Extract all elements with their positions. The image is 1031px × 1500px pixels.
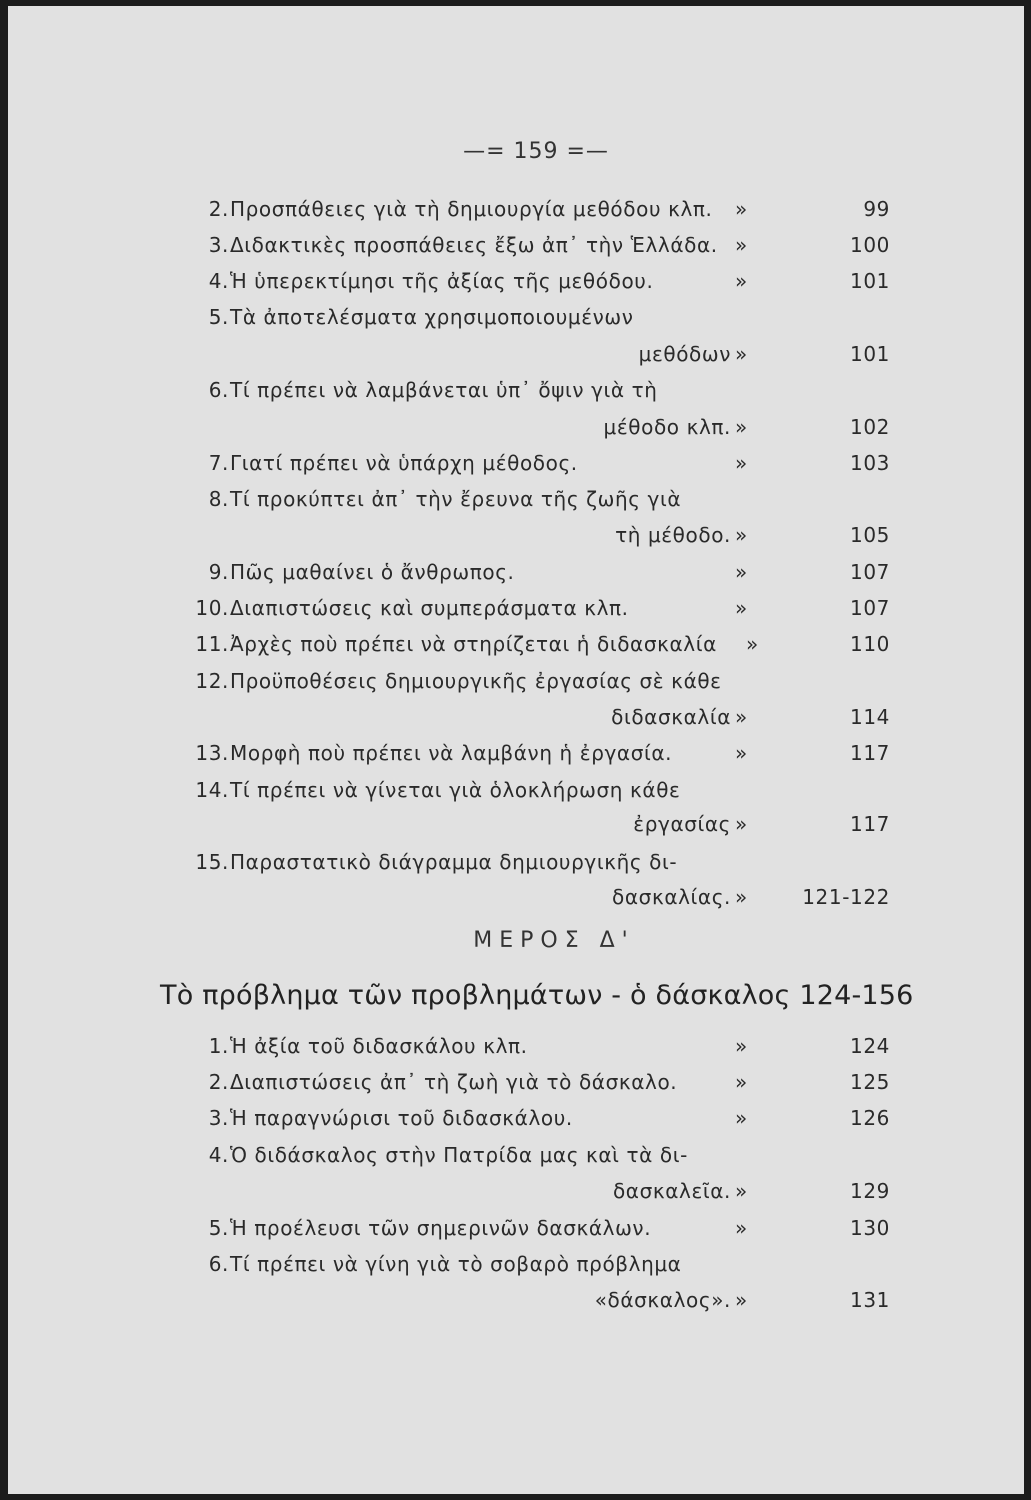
page-pointer: » xyxy=(746,632,759,656)
page-pointer: » xyxy=(735,1179,748,1203)
entry-number: 5. xyxy=(208,1216,229,1240)
book-page xyxy=(8,6,1024,1494)
toc-entry xyxy=(8,1211,1024,1245)
toc-entry-continuation xyxy=(8,1283,1024,1317)
entry-number: 3. xyxy=(208,1106,229,1130)
toc-entry xyxy=(8,845,1024,879)
entry-number: 14. xyxy=(195,778,229,802)
entry-page: 117 xyxy=(850,812,890,836)
entry-number: 13. xyxy=(195,741,229,765)
toc-entry-continuation xyxy=(8,880,1024,914)
entry-number: 2. xyxy=(208,1070,229,1094)
toc-entry-continuation xyxy=(8,700,1024,734)
toc-entry xyxy=(8,1065,1024,1099)
entry-number: 4. xyxy=(208,1143,229,1167)
entry-title: Τί πρέπει νὰ γίνη γιὰ τὸ σοβαρὸ πρόβλημα xyxy=(230,1252,682,1276)
toc-entry-continuation xyxy=(8,1174,1024,1208)
entry-number: 7. xyxy=(208,451,229,475)
page-pointer: » xyxy=(735,1216,748,1240)
page-pointer: » xyxy=(735,233,748,257)
page-pointer: » xyxy=(735,885,748,909)
entry-title: Ἡ ἀξία τοῦ διδασκάλου κλπ. xyxy=(230,1034,528,1058)
entry-number: 15. xyxy=(195,850,229,874)
toc-entry xyxy=(8,1247,1024,1281)
entry-title: Διδακτικὲς προσπάθειες ἔξω ἀπ᾽ τὴν Ἑλλάδα. xyxy=(230,233,718,257)
entry-page: 103 xyxy=(850,451,890,475)
page-pointer: » xyxy=(735,451,748,475)
page-pointer: » xyxy=(735,560,748,584)
page-pointer: » xyxy=(735,1034,748,1058)
toc-entry xyxy=(8,555,1024,589)
toc-entry xyxy=(8,446,1024,480)
page-pointer: » xyxy=(735,1106,748,1130)
entry-number: 4. xyxy=(208,269,229,293)
entry-page: 110 xyxy=(850,632,890,656)
entry-title: Ἡ προέλευσι τῶν σημερινῶν δασκάλων. xyxy=(230,1216,652,1240)
entry-number: 11. xyxy=(195,632,229,656)
entry-page: 121-122 xyxy=(802,885,890,909)
entry-title: Τί πρέπει νὰ λαμβάνεται ὑπ᾽ ὄψιν γιὰ τὴ xyxy=(230,378,658,402)
entry-title-continuation: «δάσκαλος». xyxy=(594,1288,731,1312)
page-number: —= 159 =— xyxy=(463,139,609,164)
entry-number: 8. xyxy=(208,487,229,511)
toc-entry-continuation xyxy=(8,807,1024,841)
entry-title: Ἡ παραγνώρισι τοῦ διδασκάλου. xyxy=(230,1106,573,1130)
toc-entry xyxy=(8,627,1024,661)
toc-entry xyxy=(8,664,1024,698)
page-pointer: » xyxy=(735,523,748,547)
entry-page: 114 xyxy=(850,705,890,729)
entry-title-continuation: τὴ μέθοδο. xyxy=(615,523,731,547)
toc-entry xyxy=(8,482,1024,516)
toc-entry xyxy=(8,591,1024,625)
page-pointer: » xyxy=(735,342,748,366)
entry-page: 124 xyxy=(850,1034,890,1058)
entry-page: 130 xyxy=(850,1216,890,1240)
entry-title-continuation: μεθόδων xyxy=(638,342,731,366)
entry-number: 1. xyxy=(208,1034,229,1058)
part-label: ΜΕΡΟΣ Δ' xyxy=(473,928,635,953)
entry-number: 5. xyxy=(208,305,229,329)
entry-title: Παραστατικὸ διάγραμμα δημιουργικῆς δι- xyxy=(230,850,678,874)
entry-title-continuation: ἐργασίας xyxy=(633,812,731,836)
toc-entry xyxy=(8,773,1024,807)
entry-page: 107 xyxy=(850,596,890,620)
entry-page: 101 xyxy=(850,269,890,293)
entry-title: Γιατί πρέπει νὰ ὑπάρχη μέθοδος. xyxy=(230,451,578,475)
entry-title-continuation: δασκαλεῖα. xyxy=(612,1179,731,1203)
entry-title: Ὁ διδάσκαλος στὴν Πατρίδα μας καὶ τὰ δι- xyxy=(230,1143,688,1167)
toc-entry-continuation xyxy=(8,518,1024,552)
entry-page: 105 xyxy=(850,523,890,547)
entry-page: 107 xyxy=(850,560,890,584)
entry-number: 3. xyxy=(208,233,229,257)
entry-title-continuation: διδασκαλία xyxy=(611,705,731,729)
page-pointer: » xyxy=(735,415,748,439)
toc-entry xyxy=(8,736,1024,770)
page-pointer: » xyxy=(735,197,748,221)
entry-number: 6. xyxy=(208,1252,229,1276)
toc-entry xyxy=(8,1029,1024,1063)
toc-entry-continuation xyxy=(8,410,1024,444)
page-pointer: » xyxy=(735,596,748,620)
entry-number: 6. xyxy=(208,378,229,402)
part-heading: Τὸ πρόβλημα τῶν προβλημάτων - ὁ δάσκαλος 124-156 xyxy=(160,980,914,1011)
toc-entry xyxy=(8,192,1024,226)
page-pointer: » xyxy=(735,1288,748,1312)
entry-title: Μορφὴ ποὺ πρέπει νὰ λαμβάνη ἡ ἐργασία. xyxy=(230,741,673,765)
entry-title: Πῶς μαθαίνει ὁ ἄνθρωπος. xyxy=(230,560,515,584)
entry-page: 100 xyxy=(850,233,890,257)
toc-entry xyxy=(8,228,1024,262)
entry-title: Τί προκύπτει ἀπ᾽ τὴν ἔρευνα τῆς ζωῆς γιὰ xyxy=(230,487,682,511)
entry-title-continuation: μέθοδο κλπ. xyxy=(603,415,731,439)
page-pointer: » xyxy=(735,269,748,293)
entry-number: 12. xyxy=(195,669,229,693)
toc-entry-continuation xyxy=(8,337,1024,371)
page-pointer: » xyxy=(735,1070,748,1094)
entry-title: Ἡ ὑπερεκτίμησι τῆς ἀξίας τῆς μεθόδου. xyxy=(230,269,654,293)
entry-page: 126 xyxy=(850,1106,890,1130)
entry-page: 99 xyxy=(863,197,890,221)
page-pointer: » xyxy=(735,812,748,836)
page-pointer: » xyxy=(735,741,748,765)
entry-title: Διαπιστώσεις ἀπ᾽ τὴ ζωὴ γιὰ τὸ δάσκαλο. xyxy=(230,1070,678,1094)
entry-title: Προϋποθέσεις δημιουργικῆς ἐργασίας σὲ κάθε xyxy=(230,669,722,693)
entry-title: Τὰ ἀποτελέσματα χρησιμοποιουμένων xyxy=(230,305,634,329)
page-pointer: » xyxy=(735,705,748,729)
entry-number: 10. xyxy=(195,596,229,620)
entry-page: 101 xyxy=(850,342,890,366)
toc-entry xyxy=(8,300,1024,334)
entry-page: 117 xyxy=(850,741,890,765)
entry-page: 129 xyxy=(850,1179,890,1203)
toc-entry xyxy=(8,264,1024,298)
toc-entry xyxy=(8,1138,1024,1172)
entry-page: 125 xyxy=(850,1070,890,1094)
entry-number: 9. xyxy=(208,560,229,584)
entry-title: Διαπιστώσεις καὶ συμπεράσματα κλπ. xyxy=(230,596,629,620)
toc-entry xyxy=(8,373,1024,407)
entry-title-continuation: δασκαλίας. xyxy=(612,885,731,909)
entry-page: 131 xyxy=(850,1288,890,1312)
entry-page: 102 xyxy=(850,415,890,439)
entry-title: Ἀρχὲς ποὺ πρέπει νὰ στηρίζεται ἡ διδασκαλία xyxy=(230,632,717,656)
entry-title: Προσπάθειες γιὰ τὴ δημιουργία μεθόδου κλπ. xyxy=(230,197,713,221)
toc-entry xyxy=(8,1101,1024,1135)
entry-number: 2. xyxy=(208,197,229,221)
entry-title: Τί πρέπει νὰ γίνεται γιὰ ὁλοκλήρωση κάθε xyxy=(230,778,681,802)
